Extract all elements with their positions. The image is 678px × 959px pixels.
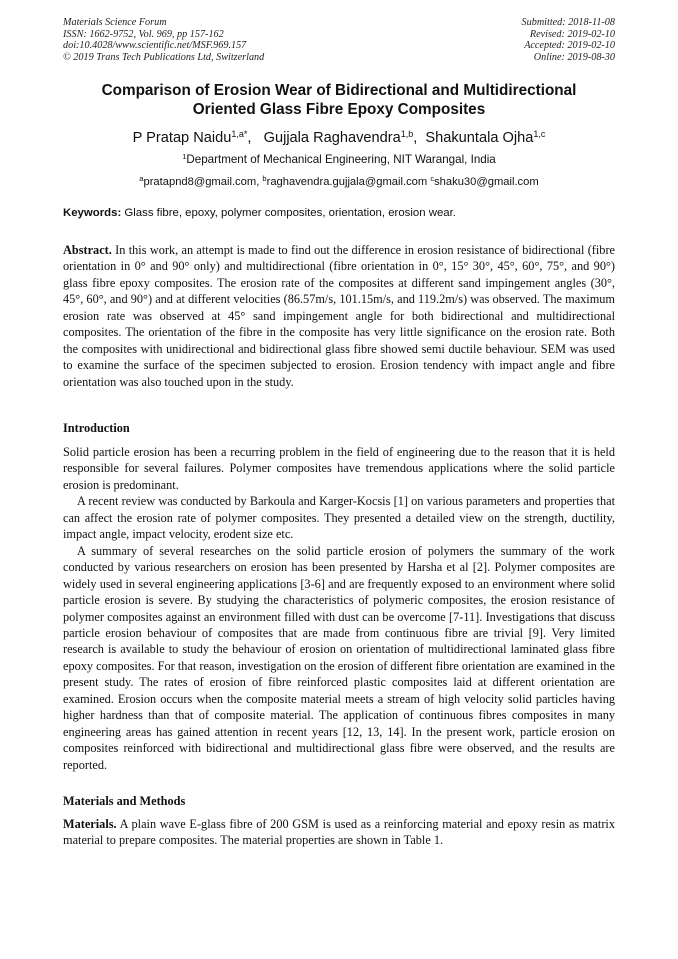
affiliation (63, 150, 615, 167)
email-mark: b (262, 174, 267, 183)
journal-info (63, 17, 264, 63)
author-affil-mark: 1,a* (231, 129, 248, 139)
abstract (63, 242, 615, 390)
journal-name: Materials Science Forum (63, 17, 167, 28)
title-line: Oriented Glass Fibre Epoxy Composites (192, 100, 486, 118)
materials-methods-heading: Materials and Methods (63, 794, 186, 808)
author-name: Shakuntala Ojha (425, 130, 534, 146)
introduction-heading: Introduction (63, 421, 130, 435)
email-mark: a (139, 174, 144, 183)
author-affil-mark: 1,b (400, 129, 414, 139)
author-name: Gujjala Raghavendra (263, 130, 401, 146)
author-affil-mark: 1,c (533, 129, 546, 139)
email-address[interactable]: raghavendra.gujjala@gmail.com (266, 176, 428, 188)
keywords-label: Keywords: (63, 207, 122, 219)
introduction-body (63, 444, 615, 773)
submission-dates (522, 17, 615, 63)
keywords (63, 206, 615, 220)
author-list: P Pratap Naidu$^{1,a*}$, Gujjala Raghavendra$^{1,b}$, Shakuntala Ojha$^{1,c}$ (132, 129, 546, 146)
abstract-label: Abstract. (63, 243, 112, 257)
date-accepted: Accepted: 2019-02-10 (524, 40, 615, 52)
title-line: Comparison of Erosion Wear of Bidirectional and Multidirectional (101, 82, 577, 99)
paper-title (63, 82, 615, 119)
journal-issn: ISSN: 1662-9752, Vol. 969, pp 157-162 (63, 28, 224, 40)
materials-text: A plain wave E-glass fibre of 200 GSM is used as a reinforcing material and epoxy resin as matrix material to prepare composites. The material properties are shown in Table 1. (63, 817, 615, 848)
materials-paragraph (63, 816, 615, 849)
date-revised: Revised: 2019-02-10 (529, 28, 615, 40)
keywords-text: Glass fibre, epoxy, polymer composites, orientation, erosion wear. (124, 207, 456, 219)
paragraph: A recent review was conducted by Barkoula and Karger-Kocsis [1] on various parameters and properties that can affect the erosion rate of polymer composites. They presented a detailed view on the strength, ductility, impact angle, impact velocity, erodent size etc. (63, 494, 615, 542)
email-address[interactable]: pratapnd8@gmail.com (143, 176, 257, 188)
affiliation-mark: 1 (182, 152, 187, 161)
materials-label: Materials. (63, 817, 117, 831)
affiliation-text: Department of Mechanical Engineering, NIT Warangal, India (186, 153, 496, 166)
paragraph: Solid particle erosion has been a recurring problem in the field of engineering due to the reason that it is held responsible for several failures. Polymer composites have tremendous applications where the solid particle erosion is predominant. (63, 445, 615, 492)
date-submitted: Submitted: 2018-11-08 (521, 17, 615, 28)
abstract-text: In this work, an attempt is made to find out the difference in erosion resistance of bidirectional (fibre orientation in 0° and 90° only) and multidirectional (fibre orientation in 0°, 15° 30°, 45°, 60°, 75°, and 90°) glass fibre epoxy composites. The erosion rate of the composites at different sand impingement angles (30°, 45°, 60°, and 90°) and at different velocities (86.57m/s, 101.15m/s, and 119.2m/s) was observed. The maximum erosion rate was observed at 45° sand impingement angle for both bidirectional and multidirectional composites. The orientation of the fibre in the composite has very little significance on the erosion rate. Both the composites with unidirectional and bidirectional glass fibre showed semi ductile behaviour. SEM was used to examine the surface of the specimen subjected to erosion. Erosion tendency with impact angle and fibre orientation was also touched upon in the study. (63, 243, 615, 389)
author-name: P Pratap Naidu (132, 130, 232, 146)
journal-doi: doi:10.4028/www.scientific.net/MSF.969.157 (63, 40, 247, 52)
email-address[interactable]: shaku30@gmail.com (434, 176, 539, 188)
email-list: $^a$pratapnd8@gmail.com, $^b$raghavendra.gujjala@gmail.com $^c$shaku30@gmail.com (139, 174, 539, 188)
email-mark: c (430, 174, 435, 183)
paragraph: A summary of several researches on the solid particle erosion of polymers the summary of the work conducted by various researchers on erosion has been presented by Harsha et al [2]. Polymer composites are widely used in several engineering applications [3-6] and are frequently exposed to an environment where solid particle erosion is severe. By studying the characteristics of polymeric composites, the erosion resistance of polymer composites against an environment filled with dust can be overcome [7-11]. Investigations that discuss particle erosion behaviour of composites that are made from continuous fibre are trivial [9]. Very limited research is available to study the behaviour of erosion on orientation of multidirectional laminated glass fibre epoxy composites. For that reason, investigation on the erosion of different fibre orientation are examined in the present study. The rates of erosion of fibre reinforced plastic composites laid at different orientation are examined. Erosion occurs when the composite material meets a stream of high velocity solid particles having higher hardness than that of composite material. The application of continuous fibres composites in many engineering areas has gained attention in recent years [12, 13, 14]. In the present work, particle erosion on composites reinforced with bidirectional and multidirectional glass fibre were observed, and the results are reported. (63, 543, 615, 772)
journal-copyright: © 2019 Trans Tech Publications Ltd, Switzerland (63, 51, 265, 63)
date-online: Online: 2019-08-30 (533, 51, 615, 63)
